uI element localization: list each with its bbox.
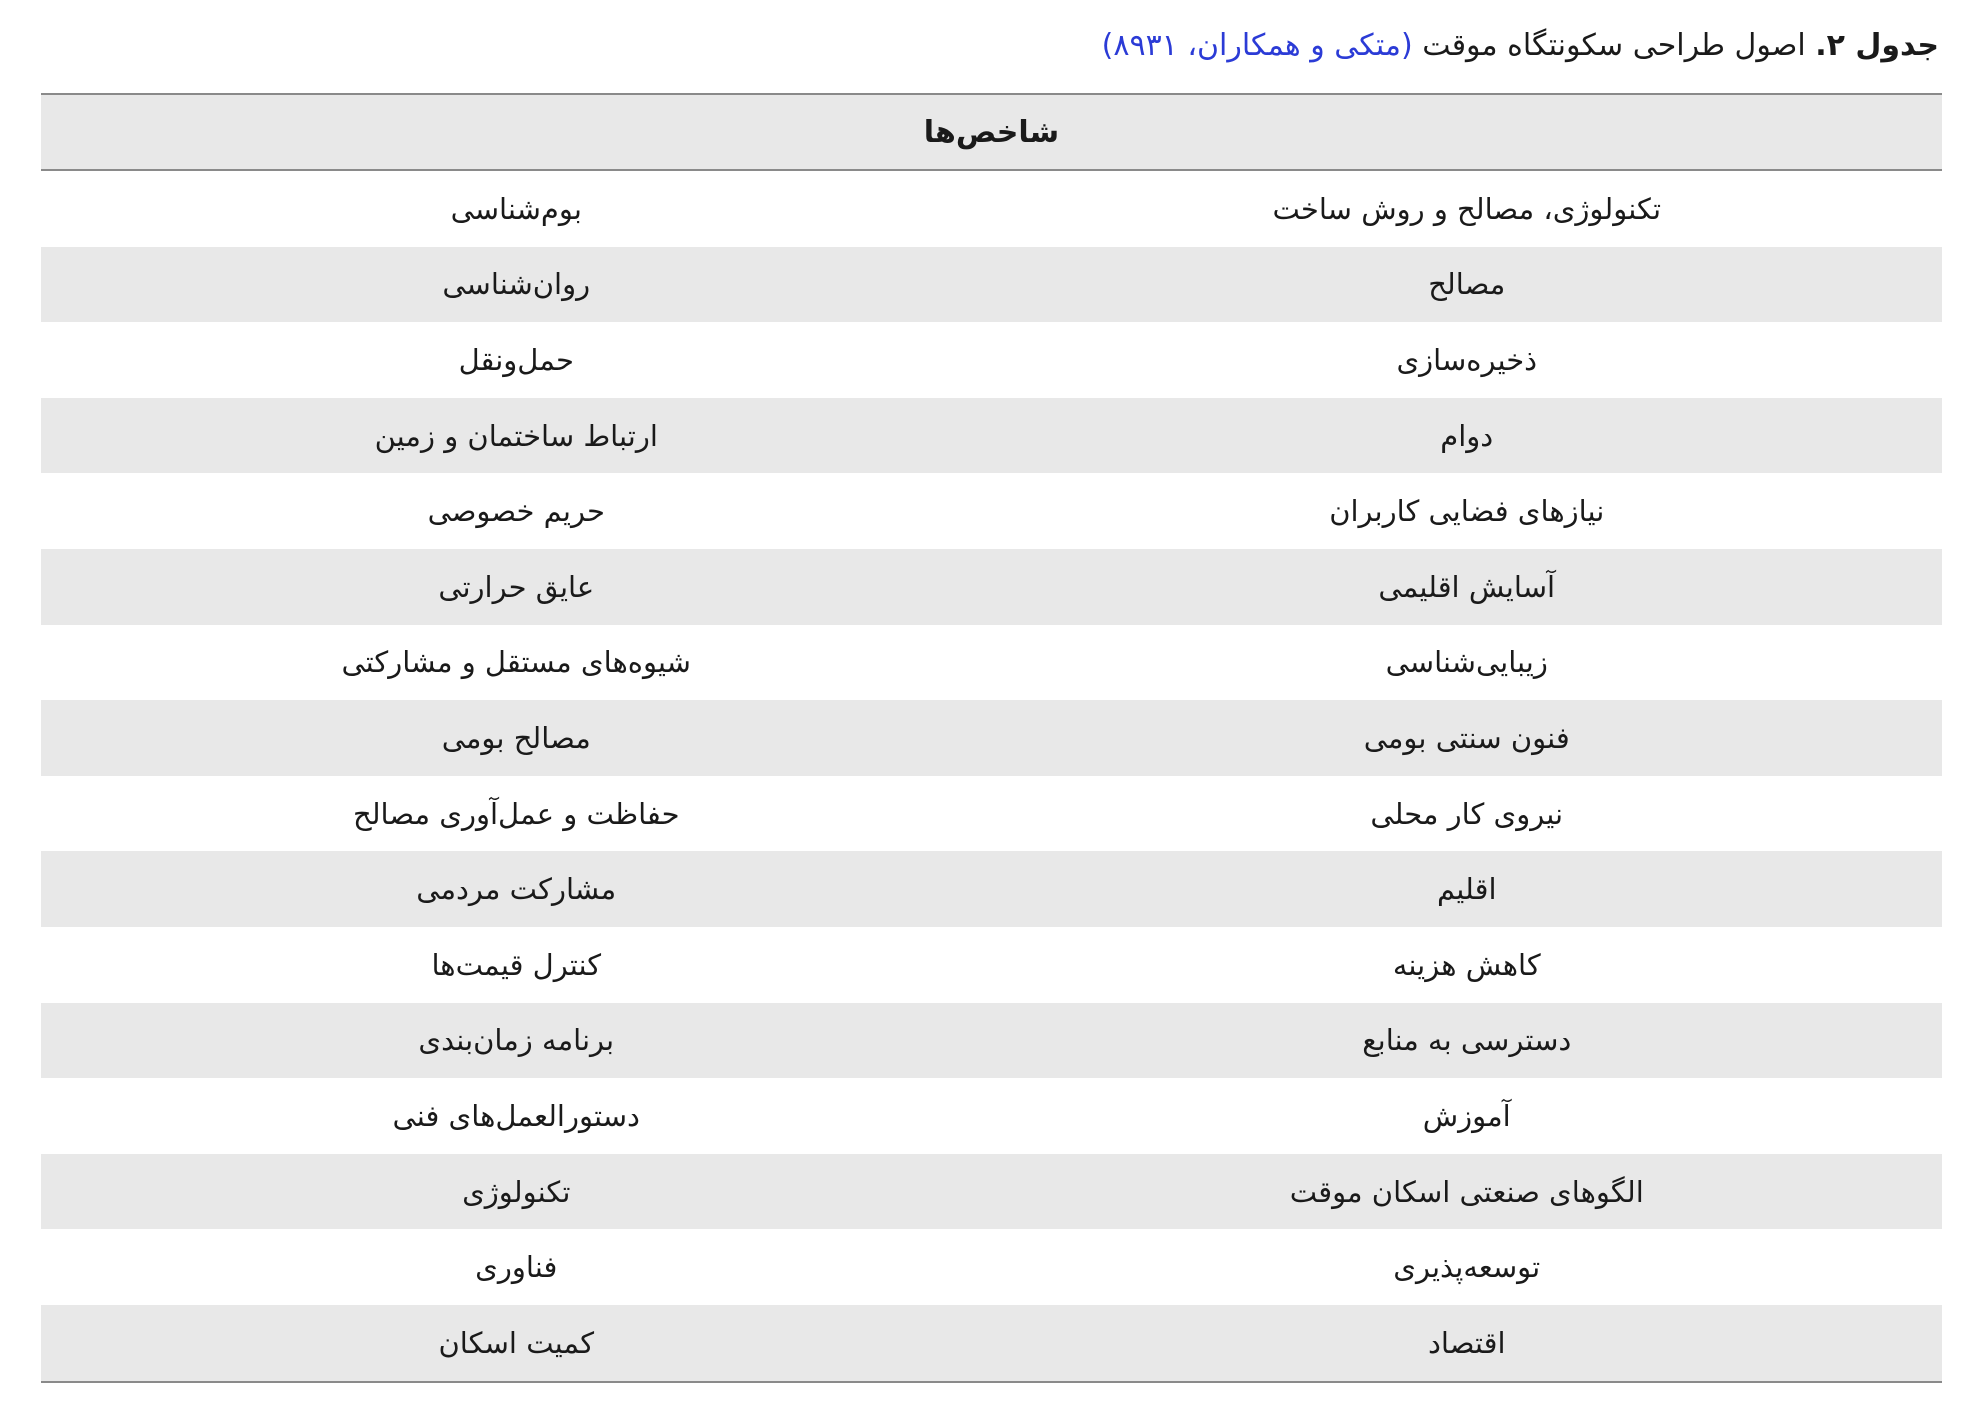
table-row [41, 1154, 1942, 1230]
table-row [41, 549, 1942, 625]
table-row [41, 851, 1942, 927]
table-cell-left: دستورالعمل‌های فنی [392, 1098, 640, 1133]
table-cell-left: حفاظت و عمل‌آوری مصالح [352, 796, 680, 831]
table-cell-left: عایق حرارتی [41, 549, 992, 625]
caption-label: جدول ۲. [1815, 28, 1939, 63]
table-cell-right: اقتصاد [992, 1305, 1943, 1382]
table-cell-left: برنامه زمان‌بندی [41, 1003, 992, 1079]
table-cell-right: الگوهای صنعتی اسکان موقت [992, 1154, 1943, 1230]
table-cell-left: بوم‌شناسی [450, 191, 582, 226]
table-cell-left: کمیت اسکان [41, 1305, 992, 1382]
table-cell-left: کنترل قیمت‌ها [431, 947, 602, 982]
caption-title: اصول طراحی سکونتگاه موقت [1412, 28, 1816, 63]
table-header-row [41, 94, 1942, 170]
table-row [41, 398, 1942, 474]
table-cell-left: ارتباط ساختمان و زمین [41, 398, 992, 474]
table-row [41, 247, 1942, 323]
table-cell-left: روان‌شناسی [41, 247, 992, 323]
table-row [41, 1305, 1942, 1382]
table-cell-right: توسعه‌پذیری [1393, 1250, 1541, 1285]
table-cell-right: آسایش اقلیمی [992, 549, 1943, 625]
table-row [41, 1003, 1942, 1079]
table-body [41, 170, 1942, 1382]
table-cell-right: زیبایی‌شناسی [1385, 645, 1548, 680]
table-cell-right: نیروی کار محلی [1370, 796, 1564, 831]
table-cell-right: فنون سنتی بومی [992, 700, 1943, 776]
table-row [41, 170, 1942, 247]
table-row [41, 700, 1942, 776]
table-cell-right: دوام [992, 398, 1943, 474]
table-cell-left: مشارکت مردمی [41, 851, 992, 927]
table-cell-left: تکنولوژی [41, 1154, 992, 1230]
table-cell-left: حریم خصوصی [427, 494, 605, 529]
table-row [41, 927, 1942, 1003]
table-cell-right: ذخیره‌سازی [1396, 342, 1538, 377]
table-row [41, 625, 1942, 701]
table-header: شاخص‌ها [41, 94, 1942, 170]
table-cell-right: کاهش هزینه [1392, 947, 1541, 982]
table-row [41, 322, 1942, 398]
table-row [41, 1078, 1942, 1154]
table-cell-right: دسترسی به منابع [992, 1003, 1943, 1079]
table-caption [41, 22, 1939, 70]
table-cell-right: نیازهای فضایی کاربران [1329, 494, 1605, 529]
table-cell-left: مصالح بومی [41, 700, 992, 776]
table-cell-right: مصالح [992, 247, 1943, 323]
table-row [41, 1229, 1942, 1305]
principles-table [41, 93, 1942, 1383]
table-cell-left: فناوری [475, 1250, 558, 1285]
table-cell-left: حمل‌ونقل [458, 342, 574, 377]
citation-link[interactable]: (متکی و همکاران، ۸۹۳۱) [1101, 28, 1413, 63]
table-row [41, 473, 1942, 549]
table-cell-left: شیوه‌های مستقل و مشارکتی [341, 645, 691, 680]
table-row [41, 776, 1942, 852]
table-cell-right: اقلیم [992, 851, 1943, 927]
table-cell-right: تکنولوژی، مصالح و روش ساخت [1272, 191, 1662, 226]
table-cell-right: آموزش [1422, 1098, 1511, 1133]
